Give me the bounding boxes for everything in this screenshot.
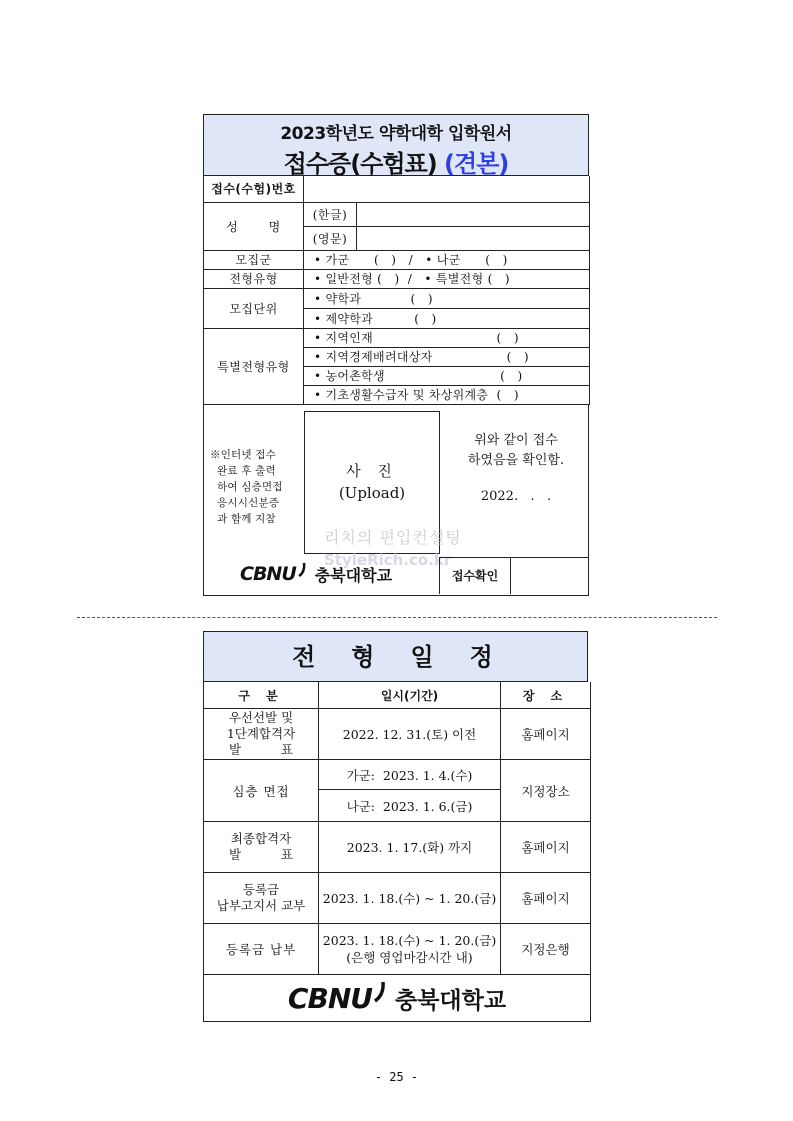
row-category: 등록금 납부: [204, 924, 319, 975]
row-dates: [319, 924, 501, 975]
row-dates: 2022. 12. 31.(토) 이전: [319, 709, 501, 760]
logo-ko: 충북대학교: [394, 987, 507, 1014]
receipt-table: [203, 176, 590, 405]
row-dates: 2023. 1. 17.(화) 까지: [319, 822, 501, 873]
category-line: 최종합격자: [230, 831, 292, 846]
stamp-label: 접수확인: [439, 557, 511, 594]
notice-line: 과 함께 지참: [210, 512, 276, 525]
unit-option-pharmacy[interactable]: • 약학과 ( ): [304, 288, 590, 308]
university-logo: [204, 982, 590, 1015]
row-place: 지정은행: [501, 924, 591, 975]
special-label: 특별전형유형: [204, 328, 304, 404]
unit-option-pharmaceutical[interactable]: • 제약학과 ( ): [304, 308, 590, 328]
watermark-url: StyleRich.co.kr: [324, 550, 452, 569]
name-english-label: (영문): [304, 226, 357, 250]
track-label: 전형유형: [204, 269, 304, 288]
receipt-subtitle: [204, 144, 588, 179]
schedule-title: 전형일정: [203, 631, 588, 682]
photo-label: 사 진: [346, 461, 398, 480]
header-category: 구 분: [204, 682, 319, 709]
row-dates: 가군: 2023. 1. 4.(수): [319, 760, 501, 790]
receipt-card: [203, 114, 589, 596]
confirm-line: 하였음을 확인함.: [467, 452, 565, 468]
table-row: [204, 760, 591, 790]
logo-swoosh-icon: [373, 981, 387, 1003]
schedule-table: [203, 682, 591, 1022]
exam-number-field[interactable]: [304, 176, 590, 202]
notice-line: ※인터넷 접수: [210, 448, 276, 461]
row-dates: 나군: 2023. 1. 6.(금): [319, 790, 501, 822]
track-options[interactable]: • 일반전형 ( ) / • 특별전형 ( ): [304, 269, 590, 288]
special-option[interactable]: • 지역인재 ( ): [304, 328, 590, 347]
cut-line-divider: [77, 617, 717, 618]
name-english-field[interactable]: [357, 226, 590, 250]
category-line: 발 표: [229, 742, 293, 757]
row-place: 홈페이지: [501, 709, 591, 760]
notice-line: 응시시신분증: [210, 496, 280, 509]
category-line: 등록금: [242, 882, 280, 897]
exam-number-label: 접수(수험)번호: [204, 176, 304, 202]
table-row: [204, 924, 591, 975]
special-option[interactable]: • 지역경제배려대상자 ( ): [304, 347, 590, 366]
table-row: [204, 873, 591, 924]
category-line: 우선선발 및: [228, 710, 294, 725]
notice-text: [210, 447, 304, 527]
row-category: [204, 822, 319, 873]
confirm-line: 위와 같이 접수: [474, 432, 558, 448]
unit-label: 모집단위: [204, 288, 304, 328]
confirmation-text: [450, 431, 582, 507]
table-row: [204, 822, 591, 873]
name-korean-field[interactable]: [357, 202, 590, 226]
group-label: 모집군: [204, 250, 304, 269]
category-line: 발 표: [229, 847, 293, 862]
name-korean-label: (한글): [304, 202, 357, 226]
receipt-header: [203, 114, 589, 176]
table-row: [204, 709, 591, 760]
special-option[interactable]: • 기초생활수급자 및 차상위계층 ( ): [304, 385, 590, 404]
schedule-card: [203, 631, 590, 1022]
special-option[interactable]: • 농어촌학생 ( ): [304, 366, 590, 385]
confirm-date: 2022. . .: [480, 488, 552, 504]
header-place: 장 소: [501, 682, 591, 709]
logo-swoosh-icon: [297, 562, 307, 578]
logo-en: CBNU: [287, 981, 372, 1015]
notice-line: 완료 후 출력: [210, 464, 276, 477]
date-line: (은행 영업마감시간 내): [346, 950, 473, 965]
logo-ko: 충북대학교: [314, 565, 393, 585]
row-place: 홈페이지: [501, 822, 591, 873]
receipt-subtitle-text: 접수증(수험표): [283, 150, 437, 178]
notice-line: 하여 심층면접: [210, 480, 283, 493]
row-place: 지정장소: [501, 760, 591, 822]
receipt-bottom: [203, 405, 589, 596]
university-logo: [240, 563, 392, 586]
row-category: [204, 709, 319, 760]
row-dates: 2023. 1. 18.(수) ~ 1. 20.(금): [319, 873, 501, 924]
watermark: 리치의 편입컨설팅: [324, 527, 462, 547]
page-number: - 25 -: [374, 1070, 419, 1084]
logo-en: CBNU: [240, 563, 296, 585]
date-line: 2023. 1. 18.(수) ~ 1. 20.(금): [322, 933, 497, 948]
row-place: 홈페이지: [501, 873, 591, 924]
logo-row: [204, 975, 591, 1022]
row-category: [204, 873, 319, 924]
stamp-box[interactable]: [510, 557, 589, 594]
receipt-title: 2023학년도 약학대학 입학원서: [280, 124, 512, 144]
group-options[interactable]: • 가군 ( ) / • 나군 ( ): [304, 250, 590, 269]
category-line: 1단계합격자: [226, 726, 296, 741]
photo-upload-label: (Upload): [338, 483, 406, 502]
name-label: 성 명: [204, 202, 304, 250]
row-category: 심층 면접: [204, 760, 319, 822]
sample-tag: (견본): [444, 150, 509, 178]
header-dates: 일시(기간): [319, 682, 501, 709]
category-line: 납부고지서 교부: [216, 898, 306, 913]
